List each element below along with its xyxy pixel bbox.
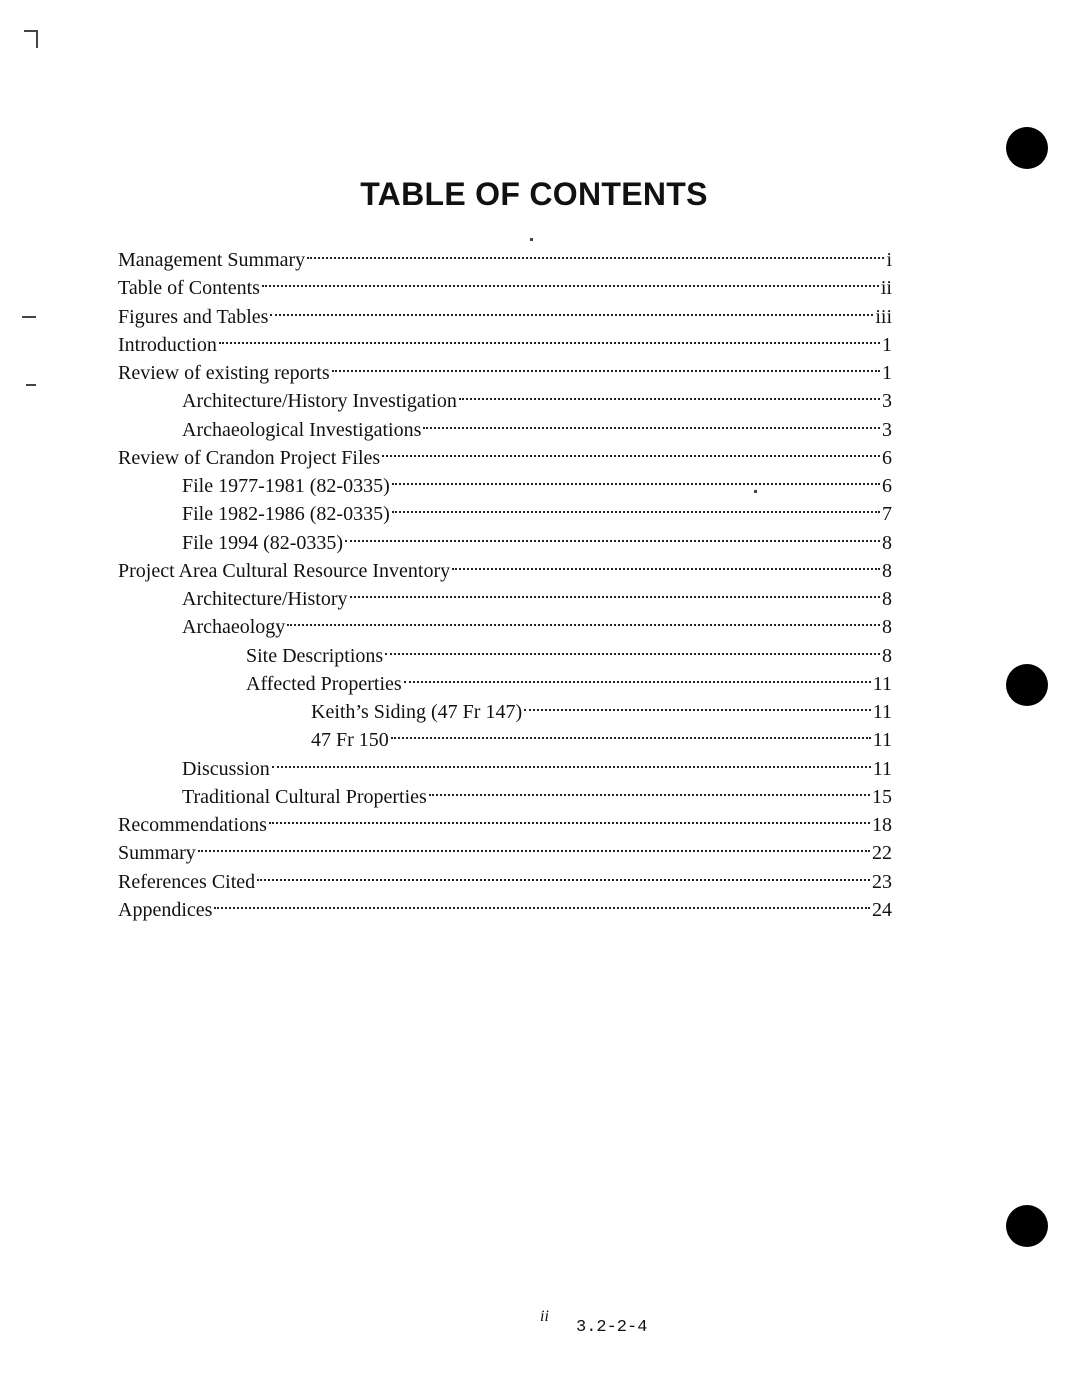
toc-dot-leader xyxy=(219,323,880,351)
toc-entry-label: Recommendations xyxy=(118,814,267,836)
toc-entry-page: 23 xyxy=(872,870,892,893)
toc-entry xyxy=(182,521,892,554)
toc-entry xyxy=(182,775,892,808)
toc-entry xyxy=(118,436,892,469)
toc-dot-leader xyxy=(382,436,880,464)
punch-hole-top xyxy=(1006,127,1048,169)
toc-entry-label: 47 Fr 150 xyxy=(311,729,389,752)
toc-entry xyxy=(118,888,892,921)
toc-entry xyxy=(246,634,892,667)
toc-entry xyxy=(182,408,892,441)
toc-dot-leader xyxy=(404,662,871,690)
toc-entry-label: File 1994 (82-0335) xyxy=(182,531,344,554)
toc-dot-leader xyxy=(307,238,884,266)
toc-entry-label: Archaeological Investigations xyxy=(182,418,422,441)
toc-entry-page: 1 xyxy=(882,362,892,384)
toc-entry-page: 8 xyxy=(882,644,892,667)
toc-entry-page: 22 xyxy=(872,842,892,865)
toc-entry-page: 3 xyxy=(882,418,892,441)
toc-entry-page: 8 xyxy=(882,588,892,610)
toc-entry xyxy=(246,662,892,695)
toc-entry-page: iii xyxy=(875,305,892,328)
toc-entry-label: Table of Contents xyxy=(118,277,260,300)
toc-entry-page: 15 xyxy=(872,785,892,808)
scan-mark xyxy=(530,238,533,241)
punch-hole-bottom xyxy=(1006,1205,1048,1247)
toc-entry xyxy=(182,577,892,610)
toc-entry xyxy=(118,238,892,271)
toc-entry-label: Appendices xyxy=(118,898,213,921)
toc-entry-page: 11 xyxy=(872,701,892,723)
toc-dot-leader xyxy=(272,747,871,775)
toc-dot-leader xyxy=(198,831,870,859)
toc-entry-page: 8 xyxy=(882,616,892,639)
toc-entry-label: Summary xyxy=(118,842,196,865)
toc-entry-label: Architecture/History xyxy=(182,588,348,610)
toc-dot-leader xyxy=(423,408,880,436)
toc-entry-label: Review of Crandon Project Files xyxy=(118,446,381,469)
toc-entry-label: References Cited xyxy=(118,870,256,893)
toc-entry xyxy=(182,747,892,780)
toc-dot-leader xyxy=(392,464,880,492)
toc-dot-leader xyxy=(214,888,870,916)
toc-entry-label: Keith’s Siding (47 Fr 147) xyxy=(311,701,523,723)
toc-dot-leader xyxy=(269,803,870,831)
toc-entry xyxy=(118,323,892,356)
scan-mark xyxy=(754,490,757,493)
toc-entry xyxy=(182,464,892,497)
toc-entry-label: Archaeology xyxy=(182,616,286,639)
toc-entry-label: Affected Properties xyxy=(246,672,402,695)
toc-entry-label: Traditional Cultural Properties xyxy=(182,785,427,808)
toc-dot-leader xyxy=(392,492,880,520)
toc-entry xyxy=(118,803,892,836)
toc-entry-page: 11 xyxy=(872,672,892,695)
toc-dot-leader xyxy=(391,718,871,746)
toc-entry xyxy=(182,605,892,639)
footer-page-number: ii xyxy=(540,1308,549,1325)
toc-entry-page: 11 xyxy=(872,729,892,752)
toc-entry-page: i xyxy=(886,249,892,271)
toc-dot-leader xyxy=(452,549,880,577)
footer-document-code: 3.2-2-4 xyxy=(576,1318,648,1337)
toc-entry-label: File 1982-1986 (82-0335) xyxy=(182,503,390,526)
toc-entry xyxy=(311,690,892,723)
toc-dot-leader xyxy=(385,634,880,662)
toc-entry-label: Figures and Tables xyxy=(118,305,269,328)
scan-mark xyxy=(36,30,38,48)
toc-dot-leader xyxy=(257,860,870,888)
toc-entry xyxy=(182,379,892,413)
toc-dot-leader xyxy=(429,775,870,803)
toc-entry-label: Introduction xyxy=(118,333,217,356)
toc-dot-leader xyxy=(262,266,879,294)
toc-entry-page: ii xyxy=(880,277,892,300)
toc-dot-leader xyxy=(270,295,873,323)
toc-entry xyxy=(118,831,892,865)
toc-entry xyxy=(118,860,892,893)
toc-entry-label: Site Descriptions xyxy=(246,644,384,667)
toc-entry xyxy=(311,718,892,752)
scan-mark xyxy=(22,316,36,318)
toc-entry-label: Architecture/History Investigation xyxy=(182,390,457,413)
toc-entry-page: 7 xyxy=(882,503,892,526)
toc-entry-page: 24 xyxy=(872,898,892,921)
scan-mark xyxy=(26,384,36,386)
toc-entry-page: 1 xyxy=(882,333,892,356)
toc-entry-label: Discussion xyxy=(182,757,270,780)
toc-entry-page: 6 xyxy=(882,475,892,497)
toc-entry-page: 6 xyxy=(882,446,892,469)
toc-entry-label: Project Area Cultural Resource Inventory xyxy=(118,559,451,582)
toc-entry-page: 3 xyxy=(882,390,892,413)
toc-entry-label: File 1977-1981 (82-0335) xyxy=(182,475,390,497)
toc-entry-label: Review of existing reports xyxy=(118,362,330,384)
toc-entry-page: 18 xyxy=(872,814,892,836)
toc-dot-leader xyxy=(287,605,880,633)
toc-entry xyxy=(118,266,892,300)
toc-dot-leader xyxy=(459,379,880,407)
toc-entry xyxy=(118,295,892,328)
toc-entry-label: Management Summary xyxy=(118,249,306,271)
toc-entry-page: 8 xyxy=(882,531,892,554)
toc-dot-leader xyxy=(524,690,871,718)
toc-dot-leader xyxy=(345,521,880,549)
toc-entry xyxy=(182,492,892,526)
toc-entry-page: 11 xyxy=(872,757,892,780)
toc-dot-leader xyxy=(350,577,881,605)
toc-entry xyxy=(118,351,892,384)
toc-entry xyxy=(118,549,892,582)
punch-hole-middle xyxy=(1006,664,1048,706)
toc-dot-leader xyxy=(332,351,880,379)
page-title: TABLE OF CONTENTS xyxy=(360,176,708,212)
toc-entry-page: 8 xyxy=(882,559,892,582)
